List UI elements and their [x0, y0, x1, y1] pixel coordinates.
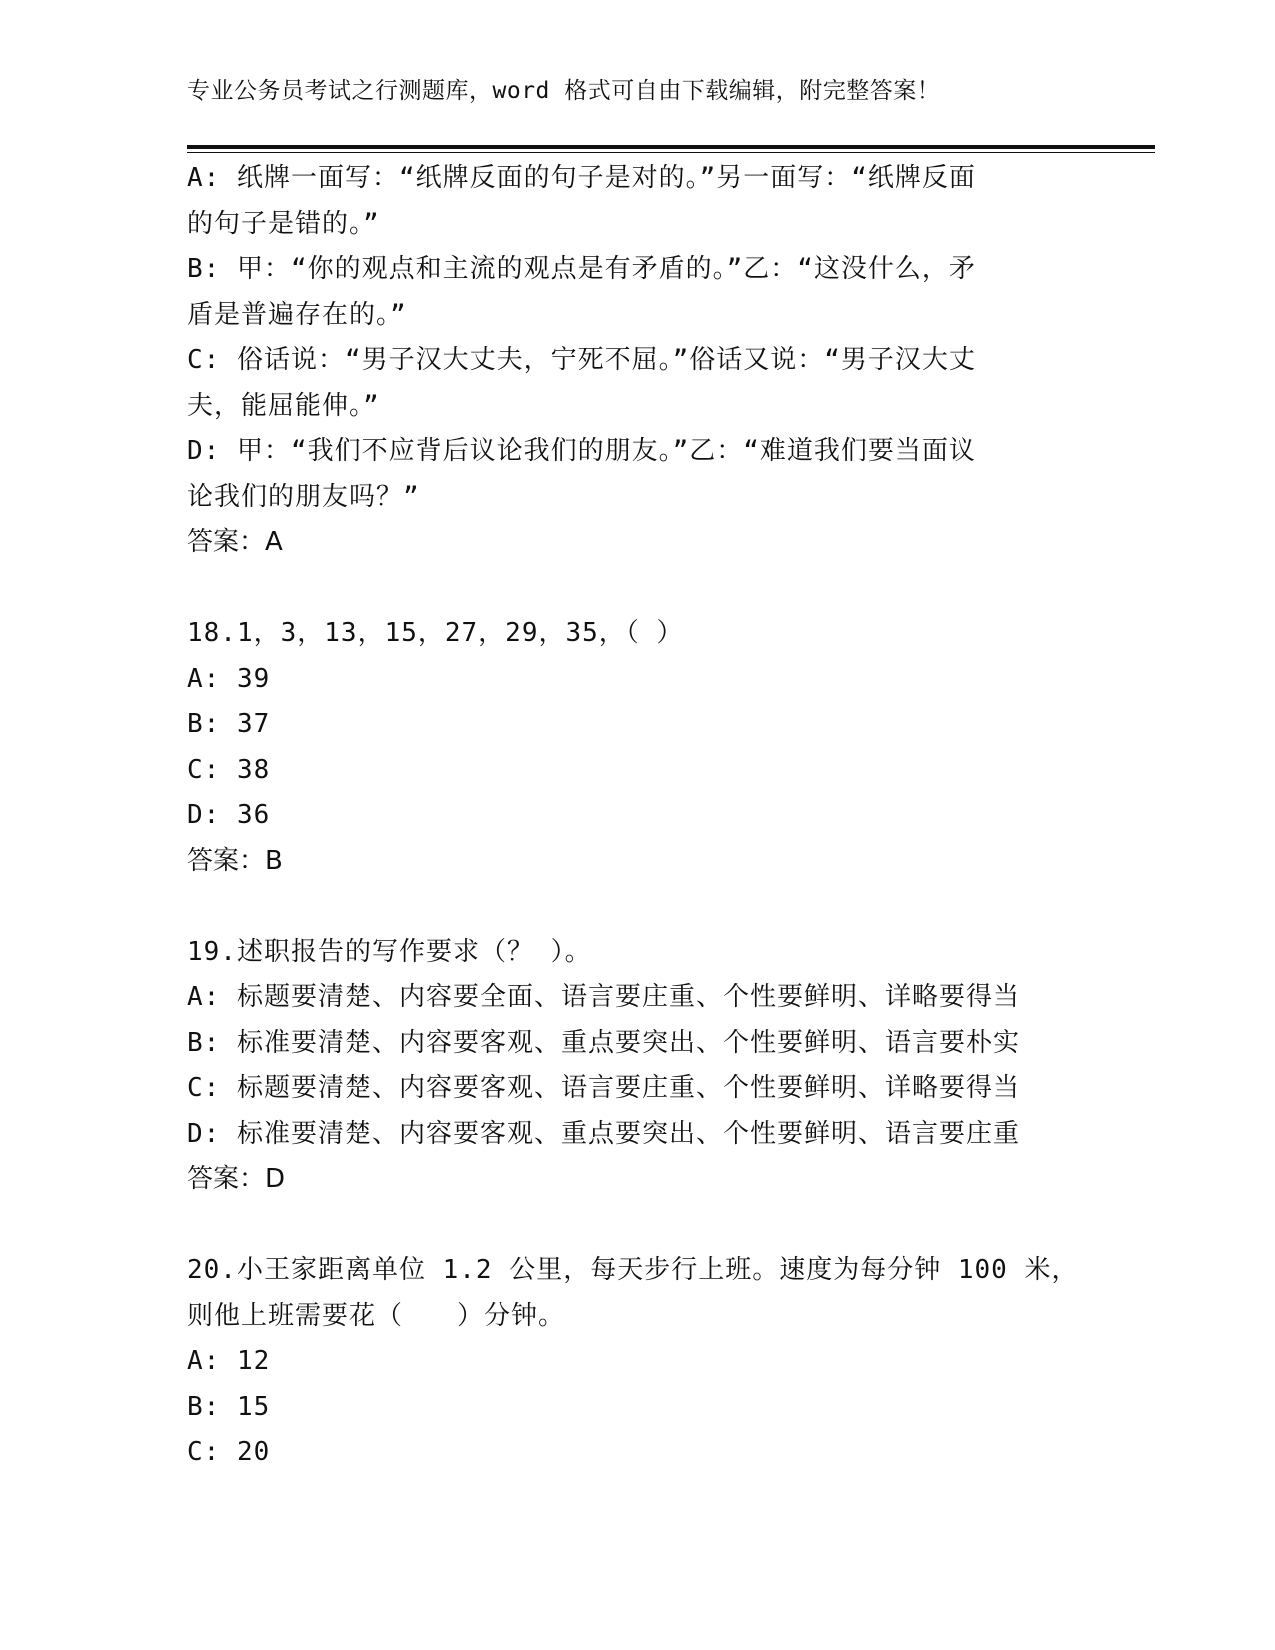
page-header: 专业公务员考试之行测题库，word 格式可自由下载编辑，附完整答案！: [187, 78, 941, 104]
question-20: [187, 1248, 1087, 1476]
spacer: [187, 1203, 1087, 1249]
answer-19: 答案：D: [187, 1164, 286, 1194]
option-a-line1: A: 纸牌一面写：“纸牌反面的句子是对的。”另一面写：“纸牌反面: [187, 163, 976, 193]
spacer: [187, 884, 1087, 930]
document-body: [187, 156, 1087, 1476]
question-18: [187, 611, 1087, 884]
option-d: D: 标准要清楚、内容要客观、重点要突出、个性要鲜明、语言要庄重: [187, 1118, 1020, 1149]
option-c: C: 20: [187, 1437, 271, 1467]
option-d-line1: D: 甲：“我们不应背后议论我们的朋友。”乙：“难道我们要当面议: [187, 436, 976, 466]
header-rule-thin: [187, 152, 1155, 153]
option-a: A: 12: [187, 1346, 271, 1376]
option-b: B: 标准要清楚、内容要客观、重点要突出、个性要鲜明、语言要朴实: [187, 1027, 1020, 1058]
question-stem: 19.述职报告的写作要求（？ ）。: [187, 936, 592, 967]
answer-17: 答案：A: [187, 527, 283, 557]
question-stem-line2: 则他上班需要花（ ）分钟。: [187, 1300, 566, 1331]
option-b-line2: 盾是普遍存在的。”: [187, 299, 407, 330]
question-stem-line1: 20.小王家距离单位 1.2 公里，每天步行上班。速度为每分钟 100 米，: [187, 1255, 1079, 1285]
header-rule-thick: [187, 145, 1155, 149]
question-19: [187, 930, 1087, 1203]
option-b: B: 15: [187, 1391, 271, 1422]
option-b: B: 37: [187, 709, 271, 739]
question-stem: 18.1，3，13，15，27，29，35，（ ）: [187, 618, 684, 648]
option-a-line2: 的句子是错的。”: [187, 208, 380, 239]
option-c-line1: C: 俗话说：“男子汉大丈夫，宁死不屈。”俗话又说：“男子汉大丈: [187, 345, 976, 375]
spacer: [187, 566, 1087, 612]
question-17: [187, 156, 1087, 566]
option-b-line1: B: 甲：“你的观点和主流的观点是有矛盾的。”乙：“这没什么，矛: [187, 254, 976, 284]
option-a: A: 39: [187, 663, 271, 694]
option-c: C: 标题要清楚、内容要客观、语言要庄重、个性要鲜明、详略要得当: [187, 1073, 1020, 1103]
option-d: D: 36: [187, 800, 271, 830]
option-c: C: 38: [187, 754, 271, 785]
answer-18: 答案：B: [187, 845, 283, 876]
option-d-line2: 论我们的朋友吗？”: [187, 481, 420, 512]
option-c-line2: 夫，能屈能伸。”: [187, 390, 380, 421]
option-a: A: 标题要清楚、内容要全面、语言要庄重、个性要鲜明、详略要得当: [187, 982, 1020, 1012]
